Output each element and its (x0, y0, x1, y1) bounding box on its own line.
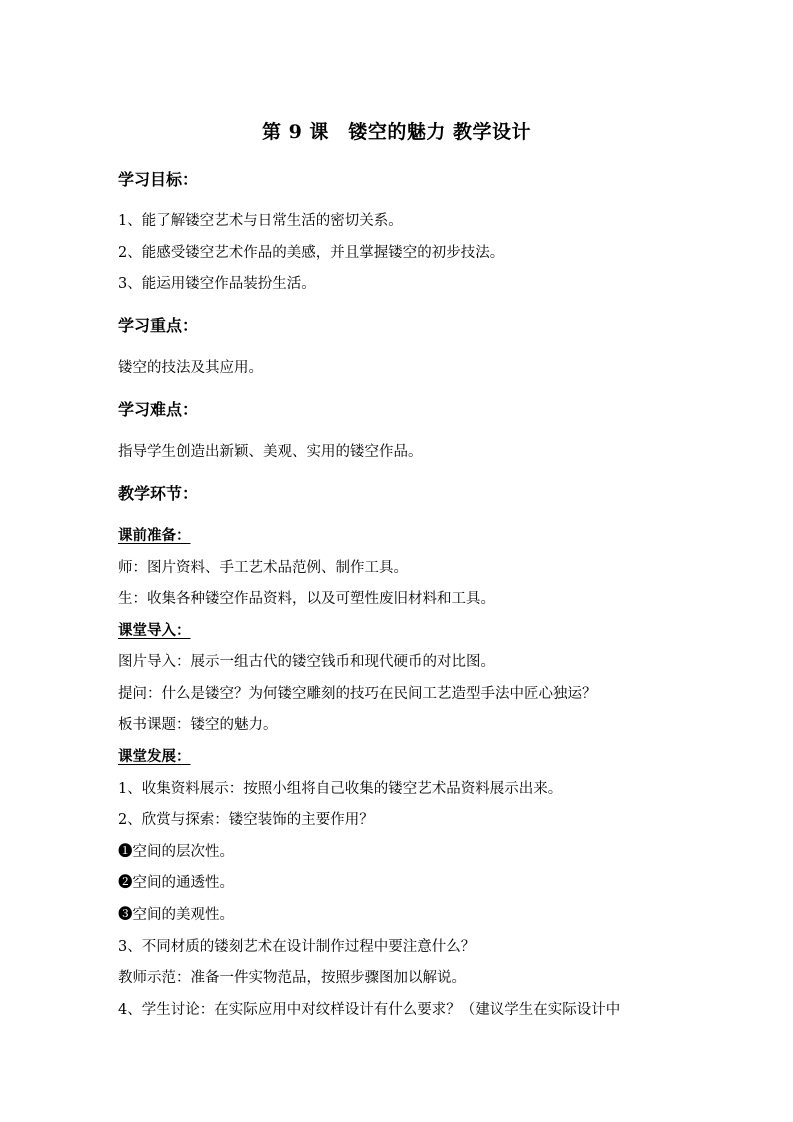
development-line-1: 1、收集资料展示：按照小组将自己收集的镂空艺术品资料展示出来。 (118, 781, 563, 797)
key-points-heading: 学习重点： (118, 316, 199, 335)
difficulties-text: 指导学生创造出新颖、美观、实用的镂空作品。 (118, 444, 423, 460)
development-line-3: ➊空间的层次性。 (118, 844, 234, 860)
objective-item-3: 3、能运用镂空作品装扮生活。 (118, 276, 316, 292)
prep-line-2: 生：收集各种镂空作品资料，以及可塑性废旧材料和工具。 (118, 591, 495, 607)
difficulties-heading: 学习难点： (118, 400, 199, 419)
development-line-2: 2、欣赏与探索：镂空装饰的主要作用？ (118, 812, 374, 828)
development-line-5: ➌空间的美观性。 (118, 907, 234, 923)
process-heading: 教学环节： (118, 484, 199, 503)
development-line-6: 3、不同材质的镂刻艺术在设计制作过程中要注意什么？ (118, 939, 476, 955)
development-subheading: 课堂发展： (118, 748, 191, 765)
development-line-7: 教师示范：准备一件实物范品，按照步骤图加以解说。 (118, 970, 466, 986)
objective-item-1: 1、能了解镂空艺术与日常生活的密切关系。 (118, 213, 403, 229)
intro-subheading: 课堂导入： (118, 622, 191, 639)
prep-line-1: 师：图片资料、手工艺术品范例、制作工具。 (118, 560, 408, 576)
intro-line-2: 提问：什么是镂空？为何镂空雕刻的技巧在民间工艺造型手法中匠心独运？ (118, 686, 597, 702)
intro-line-3: 板书课题：镂空的魅力。 (118, 717, 278, 733)
objective-item-2: 2、能感受镂空艺术作品的美感，并且掌握镂空的初步技法。 (118, 245, 505, 261)
prep-subheading: 课前准备： (118, 527, 191, 544)
development-line-4: ➋空间的通透性。 (118, 875, 234, 891)
objectives-heading: 学习目标： (118, 170, 199, 189)
development-line-8: 4、学生讨论：在实际应用中对纹样设计有什么要求？（建议学生在实际设计中 (118, 1002, 621, 1018)
intro-line-1: 图片导入：展示一组古代的镂空钱币和现代硬币的对比图。 (118, 654, 495, 670)
key-points-text: 镂空的技法及其应用。 (118, 360, 263, 376)
document-title: 第 9 课 镂空的魅力 教学设计 (261, 121, 532, 143)
